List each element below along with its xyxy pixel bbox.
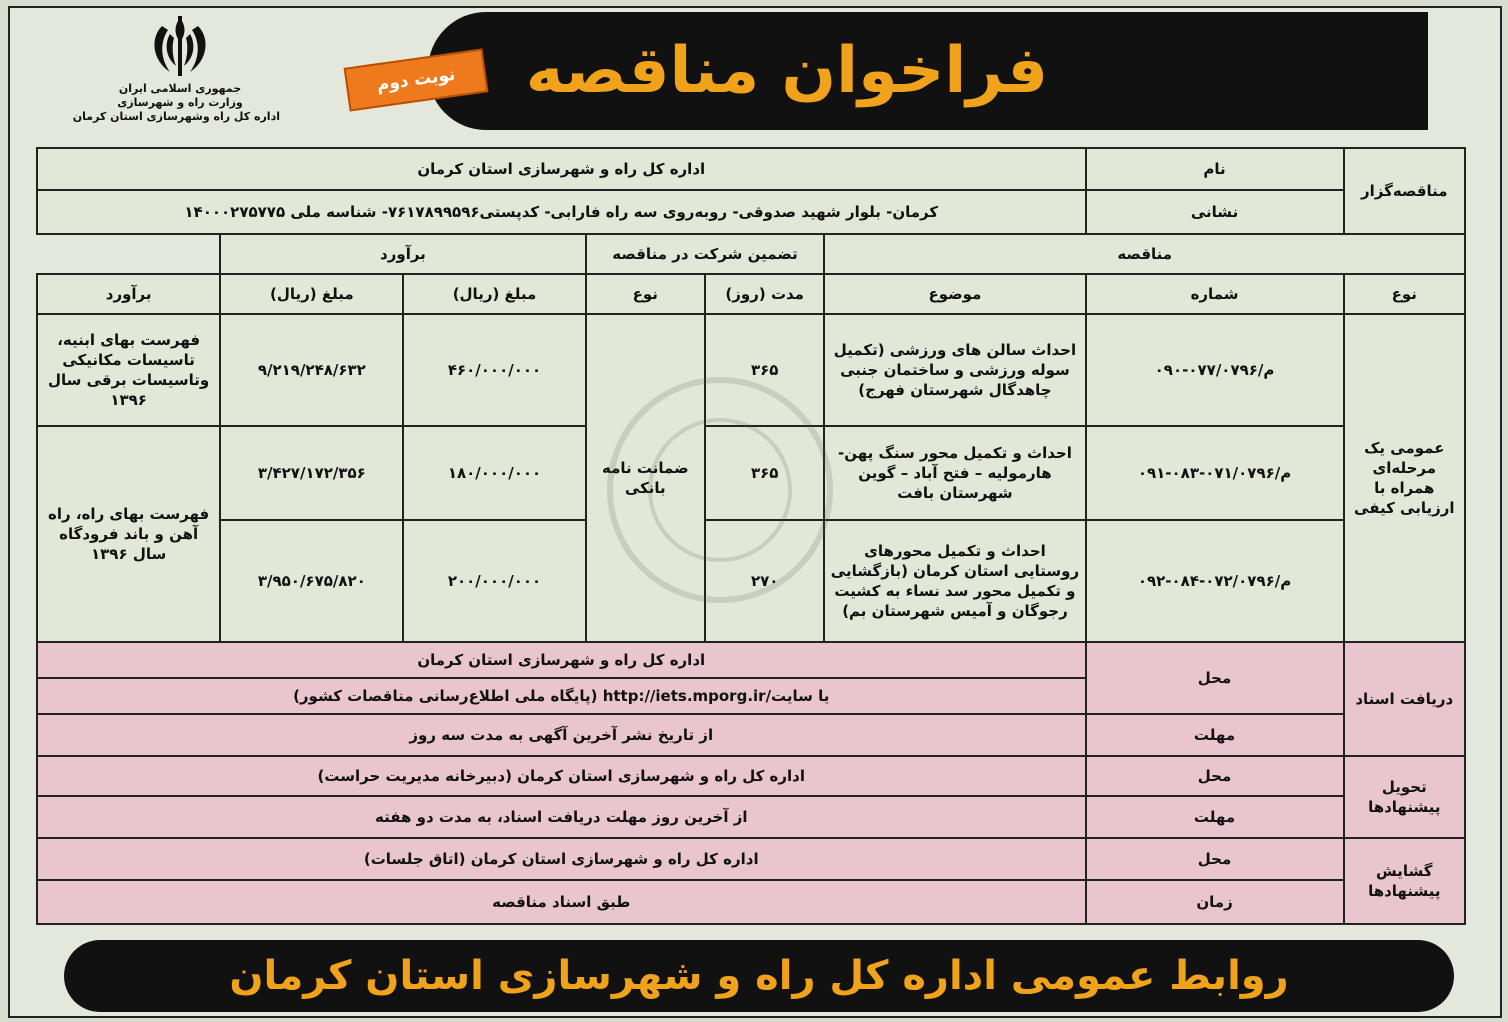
col-duration: مدت (روز) — [705, 274, 824, 314]
row1-basis: فهرست بهای ابنیه، تاسیسات مکانیکی وتاسیسات برقی سال ۱۳۹۶ — [37, 314, 220, 426]
opening-label: گشایش پیشنهادها — [1344, 838, 1465, 924]
row2-duration: ۳۶۵ — [705, 426, 824, 520]
org-line-3: اداره کل راه وشهرسازی استان کرمان — [72, 110, 280, 123]
documents-deadline-value: از تاریخ نشر آخرین آگهی به مدت سه روز — [37, 714, 1086, 756]
proposals-label: تحویل پیشنهادها — [1344, 756, 1465, 838]
row3-number: ۰۹۲-۰۸۴-۰۷۲/۰۷م/۹۶ — [1086, 520, 1344, 642]
col-number: شماره — [1086, 274, 1344, 314]
opening-place-label: محل — [1086, 838, 1344, 880]
documents-place-line1: اداره کل راه و شهرسازی استان کرمان — [37, 642, 1086, 678]
documents-deadline-label: مهلت — [1086, 714, 1344, 756]
row1-number: ۰۹۰-۰۷۷/۰۷م/۹۶ — [1086, 314, 1344, 426]
org-line-2: وزارت راه و شهرسازی — [117, 96, 243, 109]
org-line-1: جمهوری اسلامی ایران — [118, 82, 242, 95]
row3-duration: ۲۷۰ — [705, 520, 824, 642]
documents-place-label: محل — [1086, 642, 1344, 714]
row2-subject: احداث و تکمیل محور سنگ پهن- هارمولیه – فتح آباد – گوین شهرستان بافت — [824, 426, 1085, 520]
row3-guarantee: ۲۰۰/۰۰۰/۰۰۰ — [403, 520, 585, 642]
col-estimate-amount: مبلغ (ریال) — [220, 274, 403, 314]
address-label: نشانی — [1086, 190, 1344, 234]
header-banner — [428, 12, 1428, 130]
row1-guarantee: ۴۶۰/۰۰۰/۰۰۰ — [403, 314, 585, 426]
documents-label: دریافت اسناد — [1344, 642, 1465, 756]
guarantee-type-value: ضمانت نامه بانکی — [586, 314, 705, 642]
row1-duration: ۳۶۵ — [705, 314, 824, 426]
opening-place-value: اداره کل راه و شهرسازی استان کرمان (اتاق جلسات) — [37, 838, 1086, 880]
row2-basis: فهرست بهای راه، راه آهن و باند فرودگاه سال ۱۳۹۶ — [37, 426, 220, 642]
group-tender: مناقصه — [824, 234, 1465, 274]
proposals-place-value: اداره کل راه و شهرسازی استان کرمان (دبیرخانه مدیریت حراست) — [37, 756, 1086, 796]
group-estimate: برآورد — [220, 234, 585, 274]
opening-time-value: طبق اسناد مناقصه — [37, 880, 1086, 924]
col-estimate-basis: برآورد — [37, 274, 220, 314]
proposals-place-label: محل — [1086, 756, 1344, 796]
name-value: اداره کل راه و شهرسازی استان کرمان — [37, 148, 1086, 190]
col-type: نوع — [1344, 274, 1465, 314]
row1-estimate: ۹/۲۱۹/۲۴۸/۶۳۲ — [220, 314, 403, 426]
footer-banner — [64, 940, 1454, 1012]
org-emblem-block — [72, 12, 280, 140]
round-badge: نوبت دوم — [344, 48, 489, 111]
name-label: نام — [1086, 148, 1344, 190]
row2-guarantee: ۱۸۰/۰۰۰/۰۰۰ — [403, 426, 585, 520]
address-value: کرمان- بلوار شهید صدوقی- روبه‌روی سه راه فارابی- کدپستی۷۶۱۷۸۹۹۵۹۶- شناسه ملی ۱۴۰۰۰۲۷۵۷۷۵ — [37, 190, 1086, 234]
row2-estimate: ۳/۴۲۷/۱۷۲/۳۵۶ — [220, 426, 403, 520]
tender-type-value: عمومی یک مرحله‌ای همراه با ارزیابی کیفی — [1344, 314, 1465, 642]
tender-table — [36, 147, 1466, 925]
row2-number: ۰۹۱-۰۸۳-۰۷۱/۰۷م/۹۶ — [1086, 426, 1344, 520]
row1-subject: احداث سالن های ورزشی (تکمیل سوله ورزشی و ساختمان جنبی چاهدگال شهرستان فهرج) — [824, 314, 1085, 426]
row3-subject: احداث و تکمیل محورهای روستایی استان کرمان (بازگشایی و تکمیل محور سد نساء به کشیت رجوگان و آمیس شهرستان بم) — [824, 520, 1085, 642]
iran-emblem-icon — [140, 12, 220, 82]
proposals-deadline-label: مهلت — [1086, 796, 1344, 838]
col-guarantee-type: نوع — [586, 274, 705, 314]
col-guarantee-amount: مبلغ (ریال) — [403, 274, 585, 314]
row3-estimate: ۳/۹۵۰/۶۷۵/۸۲۰ — [220, 520, 403, 642]
documents-place-line2: یا سایت/http://iets.mporg.ir (پایگاه ملی اطلاع‌رسانی مناقصات کشور) — [37, 678, 1086, 714]
col-subject: موضوع — [824, 274, 1085, 314]
footer-text: روابط عمومی اداره کل راه و شهرسازی استان کرمان — [229, 953, 1289, 999]
opening-time-label: زمان — [1086, 880, 1344, 924]
page-title: فراخوان مناقصه — [525, 34, 1048, 108]
proposals-deadline-value: از آخرین روز مهلت دریافت اسناد، به مدت دو هفته — [37, 796, 1086, 838]
group-guarantee: تضمین شرکت در مناقصه — [586, 234, 825, 274]
tenderer-label: مناقصه‌گزار — [1344, 148, 1465, 234]
